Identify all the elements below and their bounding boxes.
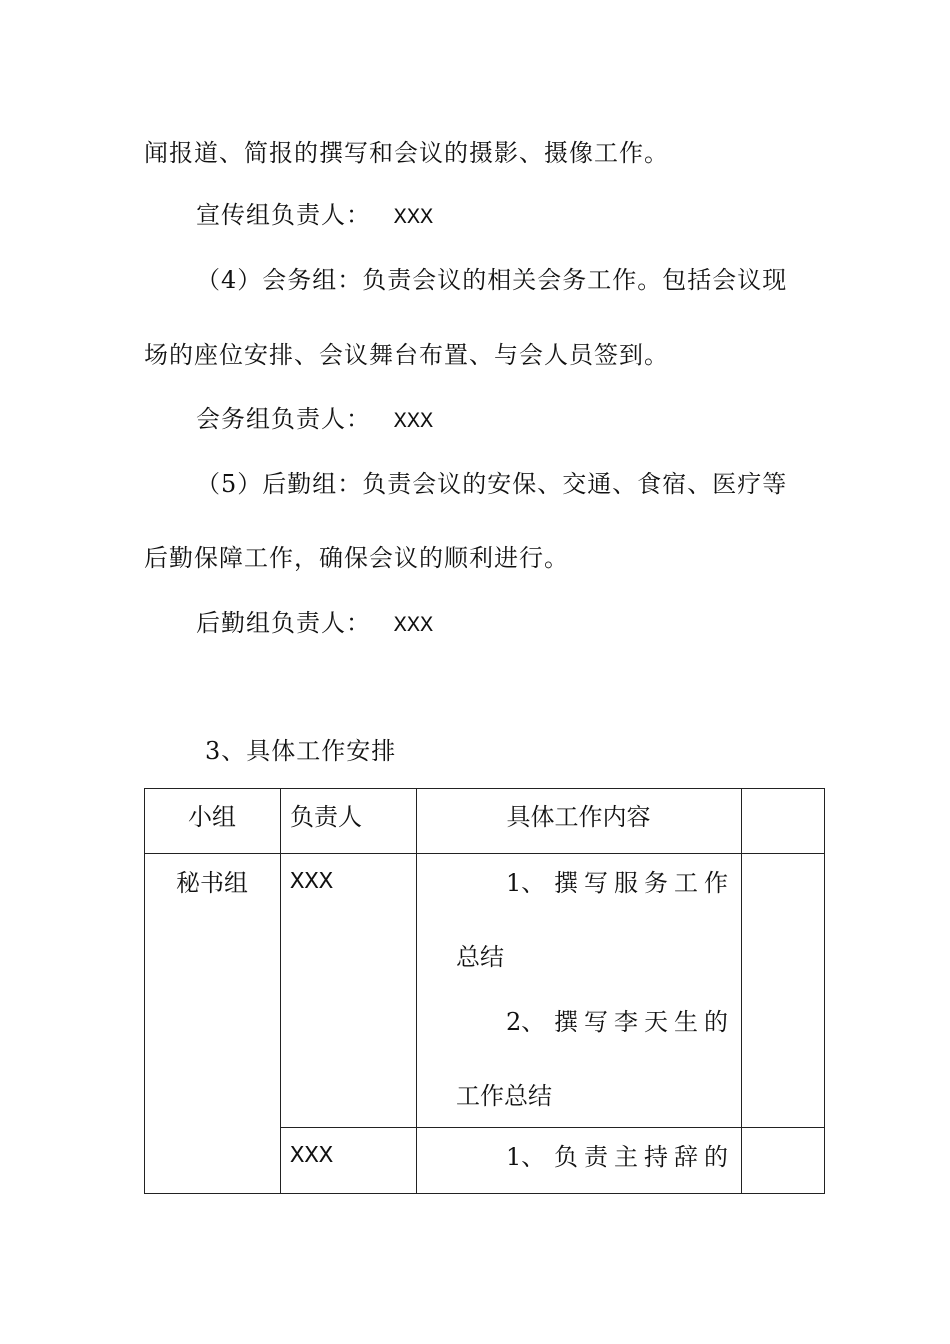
char: 工 — [674, 869, 698, 897]
char: 负 — [554, 1143, 578, 1171]
conference-lead-line — [196, 404, 433, 437]
logistics-lead-name: XXX — [393, 613, 434, 638]
row1-item2 — [456, 1007, 728, 1037]
table-border-bottom — [144, 1193, 825, 1194]
table-border-top — [144, 788, 825, 789]
char: 的 — [704, 1143, 728, 1171]
row1-item2-text — [554, 1007, 728, 1037]
char: 主 — [614, 1143, 638, 1171]
row1-item1 — [456, 868, 728, 898]
paragraph-line: 闻报道、简报的撰写和会议的摄影、摄像工作。 — [144, 139, 669, 167]
table-border-left — [144, 788, 145, 1194]
conference-lead-label: 会务组负责人： — [196, 405, 371, 433]
char: 的 — [704, 1008, 728, 1036]
publicity-lead-name: XXX — [393, 205, 434, 230]
conference-group-line-1: （4）会务组：负责会议的相关会务工作。包括会议现 — [196, 266, 788, 294]
header-content: 具体工作内容 — [506, 803, 651, 831]
char: 务 — [644, 869, 668, 897]
char: 生 — [674, 1008, 698, 1036]
char: 撰 — [554, 1008, 578, 1036]
row1-item2-number: 2、 — [506, 1008, 546, 1036]
group-name: 秘书组 — [176, 869, 248, 897]
char: 写 — [584, 1008, 608, 1036]
table-divider — [280, 1127, 825, 1128]
table-divider — [416, 788, 417, 1194]
char: 李 — [614, 1008, 638, 1036]
table-divider — [144, 853, 825, 854]
publicity-lead-line — [196, 200, 433, 233]
char: 责 — [584, 1143, 608, 1171]
row2-item1 — [456, 1142, 728, 1172]
row1-item1-number: 1、 — [506, 869, 546, 897]
publicity-lead-label: 宣传组负责人： — [196, 201, 371, 229]
row1-person: XXX — [290, 869, 334, 896]
work-arrangement-table — [144, 788, 825, 1194]
logistics-group-line-1: （5）后勤组：负责会议的安保、交通、食宿、医疗等 — [196, 470, 788, 498]
conference-lead-name: XXX — [393, 409, 434, 434]
char: 撰 — [554, 869, 578, 897]
logistics-lead-line — [196, 608, 433, 641]
row2-item1-text — [554, 1142, 728, 1172]
char: 持 — [644, 1143, 668, 1171]
table-divider — [280, 788, 281, 1194]
char: 辞 — [674, 1143, 698, 1171]
logistics-group-line-2: 后勤保障工作，确保会议的顺利进行。 — [144, 544, 569, 572]
char: 服 — [614, 869, 638, 897]
conference-group-line-2: 场的座位安排、会议舞台布置、与会人员签到。 — [144, 341, 669, 369]
header-person: 负责人 — [290, 803, 362, 831]
section-heading: 3、具体工作安排 — [205, 737, 397, 765]
row1-item2-continued: 工作总结 — [456, 1082, 552, 1110]
row2-person: XXX — [290, 1143, 334, 1170]
char: 作 — [704, 869, 728, 897]
header-group: 小组 — [188, 803, 236, 831]
table-divider — [741, 788, 742, 1194]
char: 写 — [584, 869, 608, 897]
table-border-right — [824, 788, 825, 1194]
row1-item1-continued: 总结 — [456, 943, 504, 971]
logistics-lead-label: 后勤组负责人： — [196, 609, 371, 637]
char: 天 — [644, 1008, 668, 1036]
row2-item1-number: 1、 — [506, 1143, 546, 1171]
row1-item1-text — [554, 868, 728, 898]
